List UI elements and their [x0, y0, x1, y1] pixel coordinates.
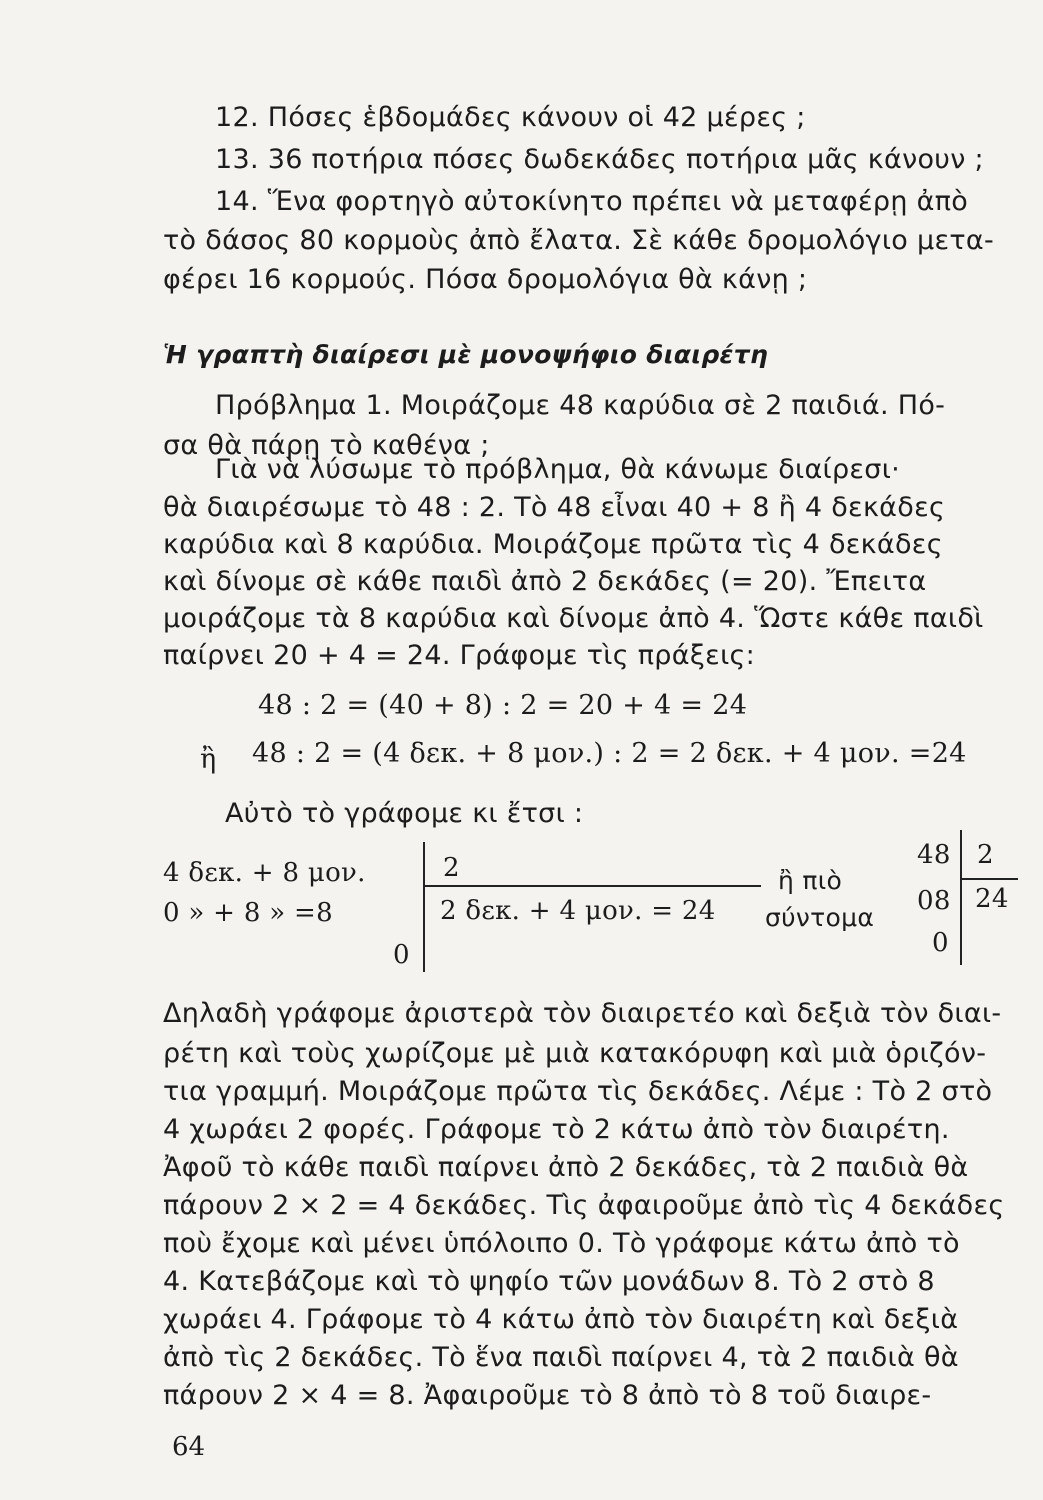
division-horizontal-line: [423, 885, 761, 887]
short-row-3: 0: [932, 928, 949, 958]
explanation-line-8: 4. Κατεβάζομε καὶ τὸ ψηφίο τῶν μονάδων 8. Τὸ 2 στὸ 8: [163, 1266, 935, 1297]
division-row-2: 0 » + 8 » =8: [163, 898, 333, 928]
explanation-line-7: ποὺ ἔχομε καὶ μένει ὑπόλοιπο 0. Τὸ γράφομε κάτω ἀπὸ τὸ: [163, 1228, 960, 1259]
or-shorter-line-2: σύντομα: [765, 903, 875, 932]
also-written-line: Αὐτὸ τὸ γράφομε κι ἔτσι :: [225, 798, 584, 829]
exercise-14-line-3: φέρει 16 κορμούς. Πόσα δρομολόγια θὰ κάνῃ ;: [163, 264, 808, 295]
explanation-line-1: Δηλαδὴ γράφομε ἀριστερὰ τὸν διαιρετέο καὶ δεξιὰ τὸν διαι-: [163, 998, 1002, 1029]
short-division-vertical-line: [960, 830, 962, 965]
division-vertical-line: [423, 842, 425, 972]
short-quotient: 24: [975, 884, 1009, 914]
exercise-13: 13. 36 ποτήρια πόσες δωδεκάδες ποτήρια μᾶς κάνουν ;: [215, 144, 984, 175]
division-row-1: 4 δεκ. + 8 μον.: [163, 858, 366, 888]
division-divisor: 2: [443, 853, 460, 883]
division-quotient: 2 δεκ. + 4 μον. = 24: [440, 896, 716, 926]
explanation-line-11: πάρουν 2 × 4 = 8. Ἀφαιροῦμε τὸ 8 ἀπὸ τὸ 8 τοῦ διαιρε-: [163, 1380, 932, 1411]
page-number: 64: [172, 1432, 206, 1462]
section-heading: Ἡ γραπτὴ διαίρεσι μὲ μονοψήφιο διαιρέτη: [163, 340, 769, 369]
equation-2-prefix: ἢ: [200, 744, 217, 775]
exercise-14-line-1: 14. Ἕνα φορτηγὸ αὐτοκίνητο πρέπει νὰ μεταφέρῃ ἀπὸ: [215, 186, 969, 217]
explanation-line-2: ρέτη καὶ τοὺς χωρίζομε μὲ μιὰ κατακόρυφη καὶ μιὰ ὁριζόν-: [163, 1038, 987, 1069]
short-divisor: 2: [977, 840, 994, 870]
problem-line-8: παίρνει 20 + 4 = 24. Γράφομε τὶς πράξεις:: [163, 640, 756, 671]
problem-line-4: θὰ διαιρέσωμε τὸ 48 : 2. Τὸ 48 εἶναι 40 + 8 ἢ 4 δεκάδες: [163, 492, 946, 523]
or-shorter-line-1: ἢ πιὸ: [778, 866, 843, 895]
problem-line-5: καρύδια καὶ 8 καρύδια. Μοιράζομε πρῶτα τὶς 4 δεκάδες: [163, 529, 943, 560]
problem-line-3: Γιὰ νὰ λύσωμε τὸ πρόβλημα, θὰ κάνωμε διαίρεσι·: [215, 454, 901, 485]
division-row-3: 0: [393, 940, 410, 970]
explanation-line-10: ἀπὸ τὶς 2 δεκάδες. Τὸ ἕνα παιδὶ παίρνει 4, τὰ 2 παιδιὰ θὰ: [163, 1342, 959, 1373]
exercise-12: 12. Πόσες ἑβδομάδες κάνουν οἱ 42 μέρες ;: [215, 102, 806, 133]
explanation-line-9: χωράει 4. Γράφομε τὸ 4 κάτω ἀπὸ τὸν διαιρέτη καὶ δεξιὰ: [163, 1304, 959, 1335]
problem-line-1: Πρόβλημα 1. Μοιράζομε 48 καρύδια σὲ 2 παιδιά. Πό-: [215, 390, 946, 421]
exercise-14-line-2: τὸ δάσος 80 κορμοὺς ἀπὸ ἔλατα. Σὲ κάθε δρομολόγιο μετα-: [163, 225, 995, 256]
short-division-horizontal-line: [960, 878, 1018, 880]
explanation-line-4: 4 χωράει 2 φορές. Γράφομε τὸ 2 κάτω ἀπὸ τὸν διαιρέτη.: [163, 1114, 950, 1145]
short-dividend: 48: [917, 840, 951, 870]
problem-line-6: καὶ δίνομε σὲ κάθε παιδὶ ἀπὸ 2 δεκάδες (= 20). Ἔπειτα: [163, 566, 927, 597]
problem-line-2: σα θὰ πάρῃ τὸ καθένα ;: [163, 430, 490, 461]
explanation-line-6: πάρουν 2 × 2 = 4 δεκάδες. Τὶς ἀφαιροῦμε ἀπὸ τὶς 4 δεκάδες: [163, 1190, 1005, 1221]
problem-line-7: μοιράζομε τὰ 8 καρύδια καὶ δίνομε ἀπὸ 4. Ὥστε κάθε παιδὶ: [163, 603, 984, 634]
equation-2: 48 : 2 = (4 δεκ. + 8 μον.) : 2 = 2 δεκ. + 4 μον. =24: [252, 738, 967, 769]
explanation-line-3: τια γραμμή. Μοιράζομε πρῶτα τὶς δεκάδες. Λέμε : Τὸ 2 στὸ: [163, 1076, 993, 1107]
equation-1: 48 : 2 = (40 + 8) : 2 = 20 + 4 = 24: [258, 690, 748, 721]
explanation-line-5: Ἀφοῦ τὸ κάθε παιδὶ παίρνει ἀπὸ 2 δεκάδες, τὰ 2 παιδιὰ θὰ: [163, 1152, 969, 1183]
short-row-2: 08: [917, 886, 951, 916]
